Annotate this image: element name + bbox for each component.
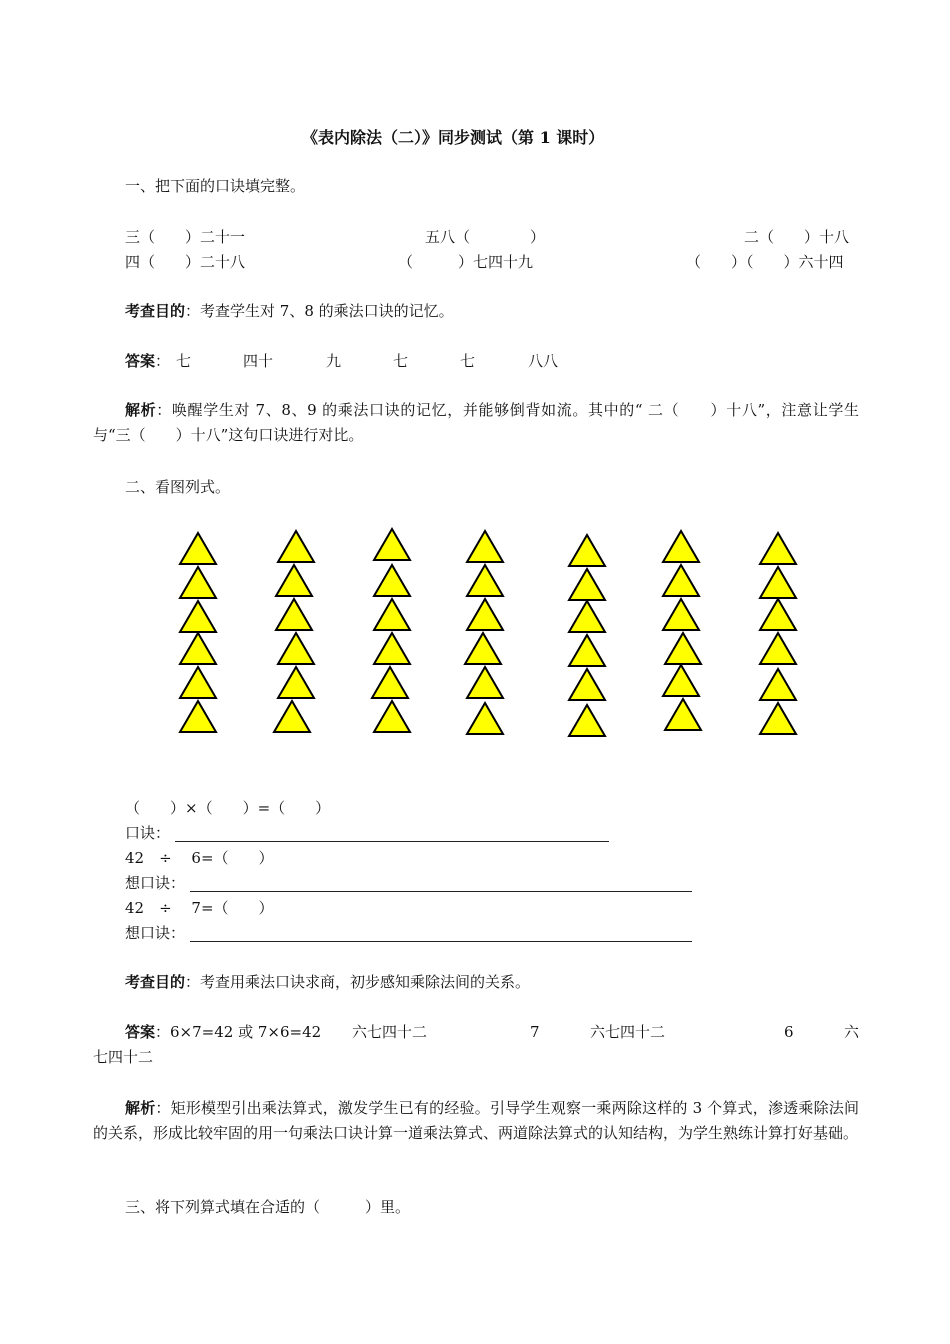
triangle-shape (372, 667, 408, 698)
answer-label: 答案 (125, 352, 156, 370)
answer-item: ：6×7=42 或 7×6=42 (155, 1023, 322, 1041)
section2-heading: 二、看图列式。 (125, 478, 231, 496)
answer-item: 四十 (243, 352, 274, 370)
answer-line (125, 351, 170, 371)
fill-blank-item: 四（ ）二十八 (125, 253, 246, 271)
think-rhyme-label: 想口诀： (125, 874, 186, 892)
triangle-shape (180, 667, 216, 698)
analysis-paragraph (93, 398, 859, 448)
answer-item: 九 (326, 352, 342, 370)
triangle-shape (663, 599, 699, 630)
purpose-line (125, 301, 454, 321)
triangle-shape (665, 699, 701, 730)
purpose-label: 考查目的 (125, 302, 186, 320)
equation-divide-6: 42 ÷ 6=（ ） (125, 849, 274, 867)
triangle-shape (569, 669, 605, 700)
purpose-line (125, 972, 530, 992)
answer-item: 6 (784, 1023, 794, 1041)
triangle-shape (569, 535, 605, 566)
answer-item: 七四十二 (93, 1048, 154, 1066)
triangle-shape (374, 565, 410, 596)
triangle-shape (374, 529, 410, 560)
triangle-shape (374, 701, 410, 732)
answer-underline (190, 891, 692, 892)
triangle-shape (467, 531, 503, 562)
triangle-shape (374, 599, 410, 630)
triangle-shape (465, 633, 501, 664)
section1-heading: 一、把下面的口诀填完整。 (125, 177, 306, 195)
triangle-shape (569, 635, 605, 666)
triangle-shape (467, 599, 503, 630)
fill-blank-item: （ ）（ ）六十四 (686, 253, 844, 271)
answer-item: 六七四十二 (590, 1023, 666, 1041)
triangle-shape (374, 633, 410, 664)
fill-blank-item: 三（ ）二十一 (125, 228, 246, 246)
analysis-text: ：矩形模型引出乘法算式，激发学生已有的经验。引导学生观察一乘两除这样的 3 个算式，渗透乘除法间的关系，形成比较牢固的用一句乘法口诀计算一道乘法算式、两道除法算式的认知结构，为学生熟练计算打好基础。 (93, 1099, 859, 1142)
answer-item: 七 (393, 352, 409, 370)
purpose-label: 考查目的 (125, 973, 186, 991)
triangle-shape (760, 633, 796, 664)
triangle-shape (760, 599, 796, 630)
triangle-shape (180, 633, 216, 664)
triangle-shape (760, 567, 796, 598)
analysis-paragraph (93, 1096, 859, 1146)
triangle-shape (663, 665, 699, 696)
purpose-text: ：考查用乘法口诀求商，初步感知乘除法间的关系。 (185, 973, 531, 991)
triangle-shape (569, 705, 605, 736)
answer-item: 八八 (528, 352, 559, 370)
equation-multiply: （ ）×（ ）=（ ） (125, 799, 331, 817)
triangle-shape (760, 533, 796, 564)
triangle-shape (276, 565, 312, 596)
triangle-figure (170, 525, 820, 750)
triangle-shape (760, 703, 796, 734)
analysis-label: 解析 (125, 401, 157, 419)
triangle-shape (663, 565, 699, 596)
answer-item: 六 (844, 1023, 860, 1041)
rhyme-label: 口诀： (125, 824, 171, 842)
answer-line (125, 1022, 321, 1042)
triangle-shape (180, 533, 216, 564)
analysis-label: 解析 (125, 1099, 156, 1117)
answer-sep: ： (155, 352, 171, 370)
triangle-shape (665, 633, 701, 664)
triangle-shape (278, 531, 314, 562)
section3-heading: 三、将下列算式填在合适的（ ）里。 (125, 1198, 411, 1216)
answer-item: 六七四十二 (352, 1023, 428, 1041)
triangle-shape (760, 669, 796, 700)
equation-divide-7: 42 ÷ 7=（ ） (125, 899, 274, 917)
answer-item: 七 (176, 352, 192, 370)
triangle-shape (180, 701, 216, 732)
triangle-shape (278, 667, 314, 698)
analysis-text: ：唤醒学生对 7、8、9 的乘法口诀的记忆，并能够倒背如流。其中的“ 二（ ）十八”，注意让学生与“三（ ）十八”这句口诀进行对比。 (93, 401, 859, 444)
triangle-shape (180, 567, 216, 598)
triangle-shape (467, 703, 503, 734)
fill-blank-item: （ ）七四十九 (398, 253, 534, 271)
fill-blank-item: 五八（ ） (425, 228, 546, 246)
triangle-shape (180, 601, 216, 632)
answer-underline (190, 941, 692, 942)
triangle-shape (467, 667, 503, 698)
triangle-shape (467, 565, 503, 596)
answer-item: 七 (460, 352, 476, 370)
page-title: 《表内除法（二）》同步测试（第 1 课时） (302, 128, 605, 147)
purpose-text: ：考查学生对 7、8 的乘法口诀的记忆。 (185, 302, 454, 320)
fill-blank-item: 二（ ）十八 (744, 228, 850, 246)
triangle-shape (569, 569, 605, 600)
answer-label: 答案 (125, 1023, 156, 1041)
answer-item: 7 (530, 1023, 540, 1041)
triangle-shape (274, 701, 310, 732)
triangle-shape (569, 601, 605, 632)
triangle-shape (276, 599, 312, 630)
triangle-shape (278, 633, 314, 664)
answer-underline (175, 841, 609, 842)
think-rhyme-label: 想口诀： (125, 924, 186, 942)
triangle-shape (663, 531, 699, 562)
